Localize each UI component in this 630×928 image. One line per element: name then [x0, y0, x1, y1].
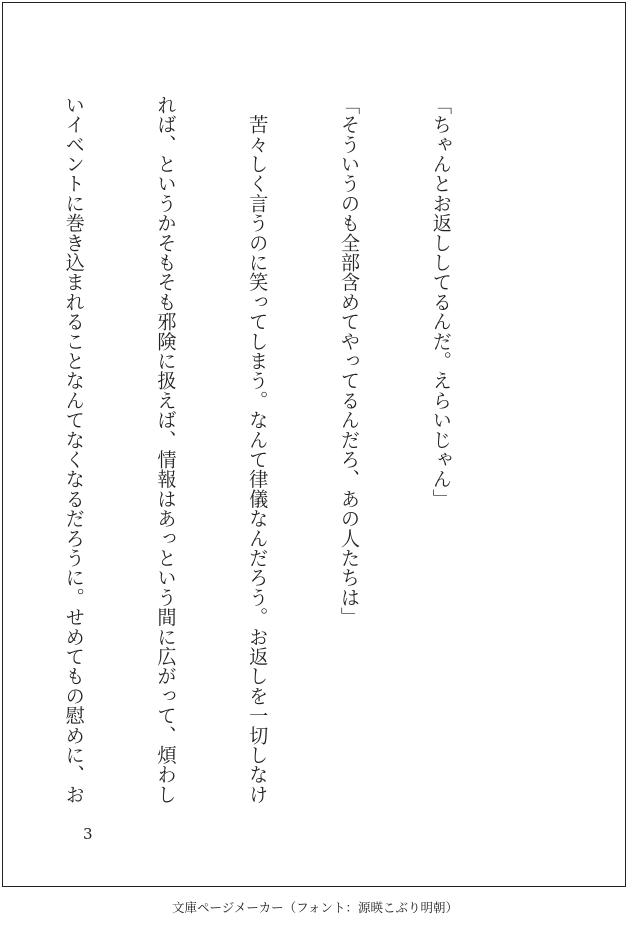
- text-line: 「ちゃんとお返ししてるんだ。えらいじゃん」: [429, 95, 453, 509]
- body-text: [62, 95, 517, 815]
- page-frame: [2, 2, 626, 887]
- footer-credit: 文庫ページメーカー（フォント：源暎こぶり明朝）: [171, 900, 458, 915]
- text-line: いイベントに巻き込まれることなんてなくなるだろうに。せめてもの慰めに、お: [62, 95, 86, 805]
- text-line: 苦々しく言うのに笑ってしまう。なんて律儀なんだろう。お返しを一切しなけ: [246, 95, 270, 805]
- page-number: 3: [83, 825, 93, 843]
- text-line: れば、というかそもそも邪険に扱えば、情報はあっという間に広がって、煩わし: [154, 95, 178, 805]
- text-line: 「そういうのも全部含めてやってるんだろ、あの人たちは」: [338, 95, 362, 627]
